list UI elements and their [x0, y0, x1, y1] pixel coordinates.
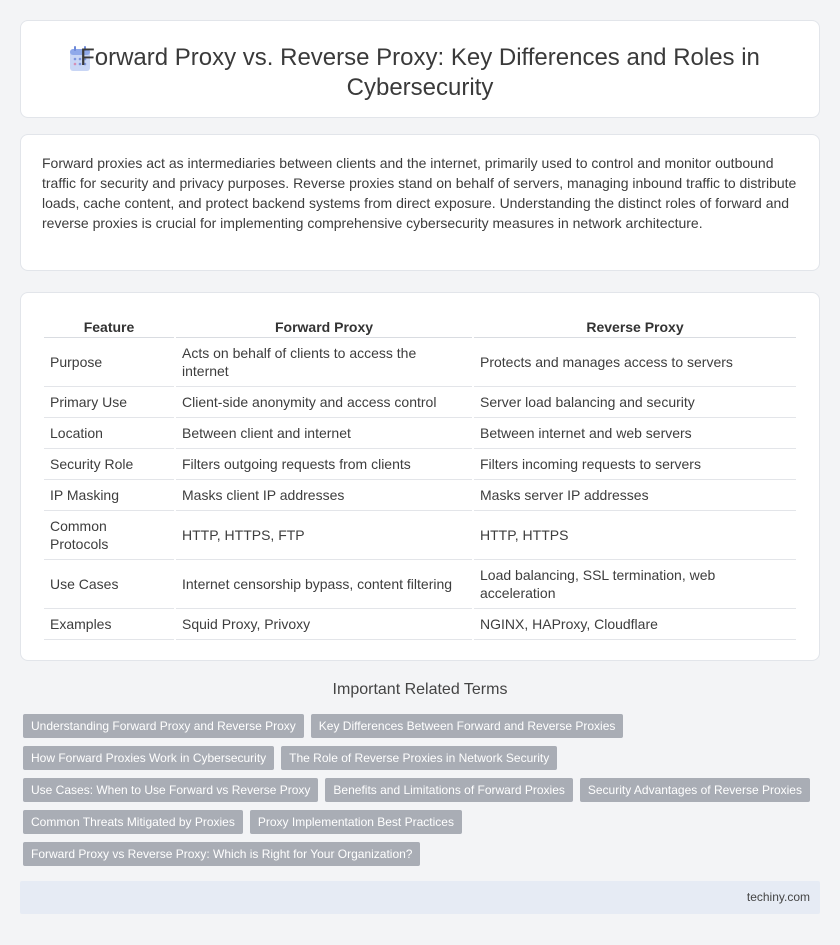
related-term-link[interactable]: Use Cases: When to Use Forward vs Reverse Proxy: [23, 778, 318, 802]
table-cell-reverse: Protects and manages access to servers: [474, 338, 796, 387]
tag-row: [23, 714, 803, 738]
table-cell-feature: Primary Use: [44, 387, 174, 418]
related-term-link[interactable]: Benefits and Limitations of Forward Proxies: [325, 778, 572, 802]
table-row: [44, 387, 796, 418]
table-cell-feature: Examples: [44, 609, 174, 640]
header-forward-proxy: Forward Proxy: [176, 314, 472, 338]
table-cell-reverse: HTTP, HTTPS: [474, 511, 796, 560]
related-terms-heading: Important Related Terms: [332, 681, 508, 698]
table-cell-feature: Use Cases: [44, 560, 174, 609]
title-card: [20, 20, 820, 118]
related-term-link[interactable]: Proxy Implementation Best Practices: [250, 810, 462, 834]
table-cell-feature: Security Role: [44, 449, 174, 480]
table-cell-forward: Masks client IP addresses: [176, 480, 472, 511]
table-cell-reverse: Load balancing, SSL termination, web acceleration: [474, 560, 796, 609]
table-cell-reverse: Filters incoming requests to servers: [474, 449, 796, 480]
intro-paragraph: Forward proxies act as intermediaries between clients and the internet, primarily used to control and monitor outbound traffic for security and privacy purposes. Reverse proxies stand on behalf of servers, managing inbound traffic to distribute loads, cache content, and protect backend systems from direct exposure. Understanding the distinct roles of forward and reverse proxies is crucial for implementing comprehensive cybersecurity measures in network architecture.: [42, 155, 797, 231]
page-title: Forward Proxy vs. Reverse Proxy: Key Differences and Roles in Cybersecurity: [80, 44, 760, 101]
table-cell-feature: Location: [44, 418, 174, 449]
tag-row: [23, 778, 803, 802]
tag-row: [23, 842, 803, 866]
footer-bar: [20, 881, 820, 914]
table-row: [44, 609, 796, 640]
header-feature: Feature: [44, 314, 174, 338]
tag-row: [23, 746, 803, 770]
related-term-link[interactable]: The Role of Reverse Proxies in Network Security: [281, 746, 557, 770]
table-cell-feature: IP Masking: [44, 480, 174, 511]
table-cell-reverse: NGINX, HAProxy, Cloudflare: [474, 609, 796, 640]
intro-card: [20, 134, 820, 271]
table-cell-reverse: Between internet and web servers: [474, 418, 796, 449]
table-cell-forward: Squid Proxy, Privoxy: [176, 609, 472, 640]
header-reverse-proxy: Reverse Proxy: [474, 314, 796, 338]
related-term-link[interactable]: Security Advantages of Reverse Proxies: [580, 778, 810, 802]
table-row: [44, 338, 796, 387]
related-term-link[interactable]: Forward Proxy vs Reverse Proxy: Which is Right for Your Organization?: [23, 842, 420, 866]
related-term-link[interactable]: Common Threats Mitigated by Proxies: [23, 810, 243, 834]
table-cell-forward: Between client and internet: [176, 418, 472, 449]
tag-row: [23, 810, 803, 834]
table-row: [44, 418, 796, 449]
table-cell-feature: Common Protocols: [44, 511, 174, 560]
table-cell-reverse: Server load balancing and security: [474, 387, 796, 418]
table-row: [44, 511, 796, 560]
table-cell-forward: Acts on behalf of clients to access the internet: [176, 338, 472, 387]
related-term-link[interactable]: How Forward Proxies Work in Cybersecurity: [23, 746, 274, 770]
table-cell-forward: HTTP, HTTPS, FTP: [176, 511, 472, 560]
table-cell-reverse: Masks server IP addresses: [474, 480, 796, 511]
table-cell-forward: Client-side anonymity and access control: [176, 387, 472, 418]
related-term-link[interactable]: Understanding Forward Proxy and Reverse Proxy: [23, 714, 304, 738]
table-header-row: [44, 314, 796, 338]
table-cell-forward: Internet censorship bypass, content filtering: [176, 560, 472, 609]
table-cell-forward: Filters outgoing requests from clients: [176, 449, 472, 480]
footer-brand[interactable]: techiny.com: [746, 890, 810, 904]
table-row: [44, 480, 796, 511]
comparison-table: [42, 314, 798, 640]
related-term-link[interactable]: Key Differences Between Forward and Reverse Proxies: [311, 714, 624, 738]
table-cell-feature: Purpose: [44, 338, 174, 387]
comparison-card: [20, 292, 820, 661]
table-row: [44, 449, 796, 480]
related-terms-list: [23, 714, 803, 874]
table-row: [44, 560, 796, 609]
